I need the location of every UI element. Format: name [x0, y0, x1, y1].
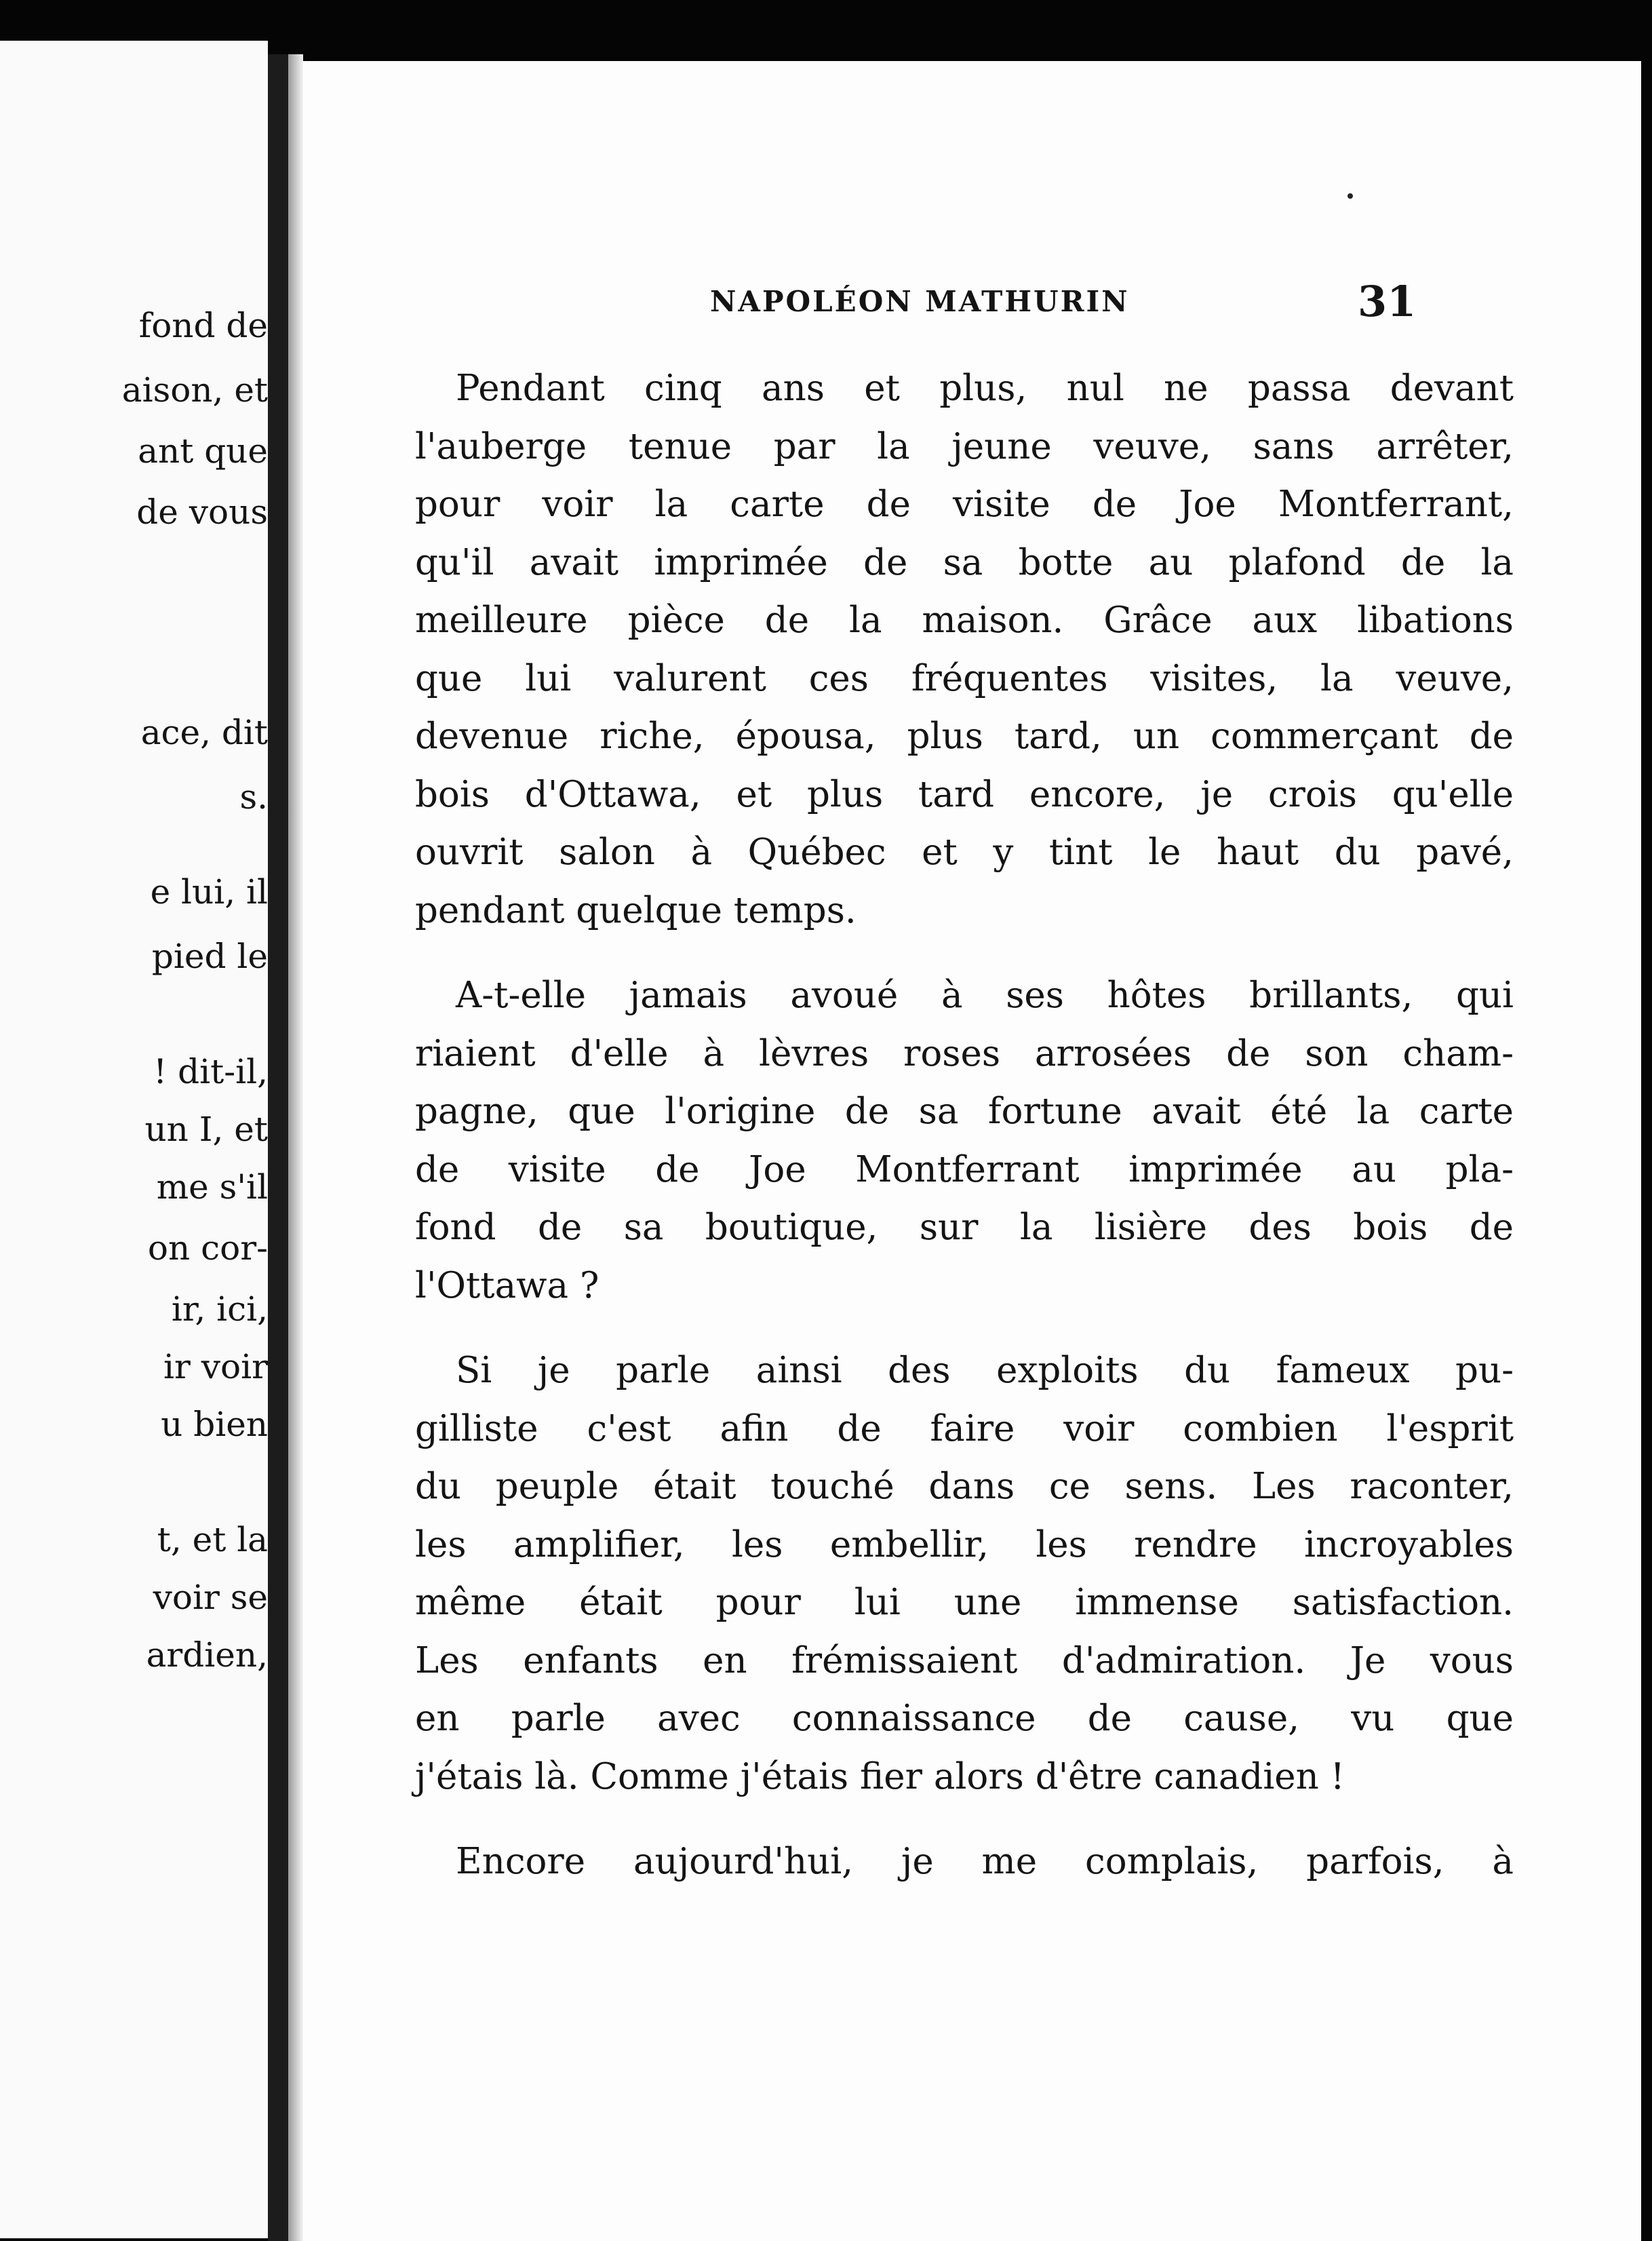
left-page-line: on cor-: [147, 1228, 268, 1268]
text-line: Pendant cinq ans et plus, nul ne passa devant: [456, 368, 1514, 409]
left-page-line: fond de: [138, 306, 268, 345]
right-page: [303, 61, 1641, 2241]
text-line: meilleure pièce de la maison. Grâce aux libations: [415, 600, 1514, 641]
paragraph-gap: [415, 1314, 1514, 1342]
text-line: même était pour lui une immense satisfaction.: [415, 1582, 1514, 1623]
gutter-shadow: [288, 54, 303, 2241]
text-line: pendant quelque temps.: [415, 889, 857, 931]
text-line: du peuple était touché dans ce sens. Les raconter,: [415, 1466, 1514, 1507]
left-page-line: me s'il: [156, 1167, 268, 1207]
text-line: Encore aujourd'hui, je me complais, parfois, à: [456, 1841, 1514, 1882]
text-line: j'étais là. Comme j'étais fier alors d'être canadien !: [415, 1755, 1345, 1797]
text-line: bois d'Ottawa, et plus tard encore, je crois qu'elle: [415, 773, 1514, 815]
text-line: pagne, que l'origine de sa fortune avait été la carte: [415, 1091, 1514, 1132]
page-number: 31: [1358, 277, 1417, 326]
text-line: qu'il avait imprimée de sa botte au plafond de la: [415, 541, 1514, 583]
running-title: NAPOLÉON MATHURIN: [710, 285, 1130, 318]
text-line: pour voir la carte de visite de Joe Montferrant,: [415, 484, 1514, 525]
page-header: [303, 277, 1641, 326]
left-page-line: s.: [239, 777, 268, 817]
left-page-line: de vous: [136, 492, 268, 532]
text-line: les amplifier, les embellir, les rendre incroyables: [415, 1523, 1514, 1565]
text-line: gilliste c'est afin de faire voir combien l'esprit: [415, 1407, 1514, 1449]
text-line: riaient d'elle à lèvres roses arrosées de son cham-: [415, 1032, 1514, 1074]
paragraph: [415, 1833, 1514, 1891]
left-page-line: ir, ici,: [171, 1289, 268, 1329]
text-line: A-t-elle jamais avoué à ses hôtes brillants, qui: [456, 975, 1514, 1016]
paragraph: [415, 1342, 1514, 1806]
paragraph-gap: [415, 1806, 1514, 1833]
left-page-line: e lui, il: [150, 872, 268, 912]
text-line: en parle avec connaissance de cause, vu que: [415, 1698, 1514, 1739]
text-line: l'auberge tenue par la jeune veuve, sans arrêter,: [415, 425, 1514, 467]
text-line: Si je parle ainsi des exploits du fameux pu-: [456, 1350, 1514, 1391]
left-page-line: ir voir: [163, 1347, 268, 1386]
left-page-line: ant que: [138, 431, 268, 471]
left-page-line: ! dit-il,: [153, 1052, 268, 1091]
left-page-line: voir se: [153, 1578, 268, 1617]
paragraph: [415, 967, 1514, 1314]
left-page-line: aison, et: [121, 370, 268, 410]
text-line: de visite de Joe Montferrant imprimée au pla-: [415, 1148, 1514, 1190]
text-line: Les enfants en frémissaient d'admiration. Je vous: [415, 1639, 1514, 1681]
left-page-line: t, et la: [157, 1520, 268, 1559]
left-page-line: un I, et: [144, 1110, 268, 1149]
text-line: devenue riche, épousa, plus tard, un commerçant de: [415, 716, 1514, 757]
book-gutter: [268, 54, 288, 2241]
text-line: fond de sa boutique, sur la lisière des bois de: [415, 1207, 1514, 1248]
left-page-line: ardien,: [146, 1635, 268, 1675]
text-line: ouvrit salon à Québec et y tint le haut du pavé,: [415, 832, 1514, 873]
text-line: que lui valurent ces fréquentes visites, la veuve,: [415, 657, 1514, 699]
left-page-line: ace, dit: [140, 713, 268, 752]
body-text: [415, 359, 1514, 1891]
left-facing-page: [0, 41, 268, 2238]
paragraph-gap: [415, 939, 1514, 967]
paragraph: [415, 359, 1514, 939]
left-page-line: u bien: [161, 1405, 268, 1444]
text-line: l'Ottawa ?: [415, 1264, 599, 1306]
speck-mark: [1348, 193, 1353, 199]
left-page-line: pied le: [151, 937, 268, 976]
